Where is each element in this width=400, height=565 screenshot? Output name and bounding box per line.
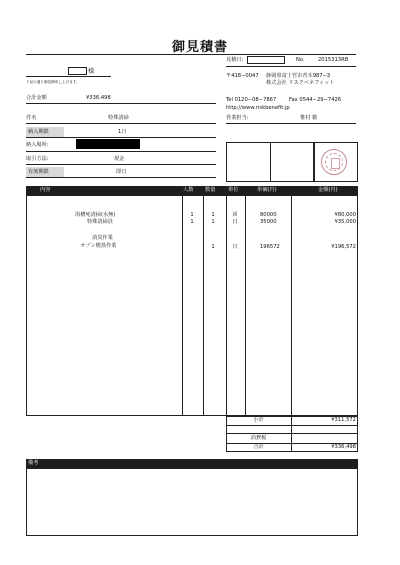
payment-underline [26, 164, 216, 165]
row-unit: 回 [232, 212, 238, 218]
col-divider-people [182, 195, 183, 416]
deadline-label: 納入期限 [28, 129, 49, 135]
row-people: 1 [190, 212, 194, 218]
subject-underline [26, 123, 216, 124]
col-divider-unit [226, 195, 227, 416]
col-divider-qty [203, 195, 204, 416]
redacted-place [76, 139, 140, 149]
date-field [247, 56, 285, 64]
subtotal-value: ¥311,572 [331, 417, 356, 423]
grand-total-value: ¥336,498 [331, 444, 356, 450]
row-unit: 日 [232, 244, 238, 250]
row-qty: 1 [211, 212, 215, 218]
validity-label: 有効期限 [28, 169, 49, 175]
total-amount-value: ¥336,498 [86, 95, 111, 101]
validity-underline [26, 177, 216, 178]
header-content: 内容 [40, 187, 51, 193]
remarks-body [26, 468, 358, 536]
totals-rule-2 [226, 433, 358, 434]
row-content: 特殊清掃員 [87, 219, 113, 225]
header-amount: 金額(円) [318, 187, 338, 193]
row-price: 35000 [260, 219, 277, 225]
subject-label: 件名 [26, 115, 37, 121]
place-underline [26, 151, 216, 152]
staff-name: 惟村 徹 [300, 115, 318, 121]
document-title: 御見積書 [171, 40, 228, 55]
deadline-underline [26, 137, 216, 138]
header-price: 単価(円) [257, 187, 277, 193]
no-label: No. [296, 57, 305, 63]
title-underline [26, 54, 356, 55]
recipient-name-box [68, 67, 87, 75]
header-people: 人数 [183, 187, 194, 193]
company-fax: Fax 0544−29−7426 [289, 97, 342, 103]
row-people: 1 [190, 219, 194, 225]
row-amount: ¥80,000 [334, 212, 356, 218]
staff-label: 営業担当: [226, 115, 249, 121]
grand-total-label: 合計 [253, 444, 264, 450]
recipient-note: 下記の通り御見積申し上げます。 [26, 80, 80, 84]
company-seal-stamp [321, 149, 347, 175]
company-tel: Tel 0120−08−7867 [226, 97, 277, 103]
total-underline [26, 103, 216, 104]
row-qty: 1 [211, 244, 215, 250]
row-qty: 1 [211, 219, 215, 225]
deadline-value: 1日 [118, 129, 127, 135]
col-divider-price [245, 195, 246, 416]
row-unit: 日 [232, 219, 238, 225]
company-name: 株式会社 リスクベネフィット [266, 80, 335, 86]
total-amount-label: 合計金額 [26, 95, 47, 101]
payment-value: 現金 [114, 156, 125, 162]
row-content: オゾン燻蒸作業 [80, 243, 117, 249]
staff-underline [226, 123, 356, 124]
date-label: 見積日: [226, 57, 244, 63]
meta-underline [226, 66, 356, 67]
subject-value: 特殊清掃 [108, 115, 129, 121]
header-qty: 数量 [205, 187, 216, 193]
tax-label: 消費税 [250, 435, 267, 441]
recipient-suffix: 様 [88, 68, 95, 75]
validity-value: 即日 [116, 169, 127, 175]
company-url: http://www.riskbenefit.jp [226, 105, 290, 111]
remarks-header [26, 459, 358, 468]
col-divider-amount [291, 195, 292, 416]
company-address: 静岡県富士宮市青木987−3 [266, 73, 331, 79]
header-unit: 単位 [228, 187, 239, 193]
row-content: 消臭作業 [92, 235, 113, 241]
seal-divider [270, 142, 271, 182]
totals-divider [291, 416, 292, 452]
row-amount: ¥196,572 [331, 244, 356, 250]
subtotal-label: 小計 [253, 417, 264, 423]
no-value: 2015313RB [318, 57, 349, 63]
row-price: 196572 [260, 244, 280, 250]
row-price: 80000 [260, 212, 277, 218]
payment-label: 取引方法: [26, 156, 49, 162]
row-content: 浴槽死清掃(水無) [75, 212, 116, 218]
recipient-underline [26, 76, 111, 77]
table-body [26, 195, 358, 416]
remarks-label: 備考 [28, 460, 39, 466]
row-amount: ¥35,000 [334, 219, 356, 225]
totals-rule-1 [226, 425, 358, 426]
place-label: 納入場所: [26, 142, 49, 148]
company-postal: 〒418−0047 [226, 73, 259, 79]
